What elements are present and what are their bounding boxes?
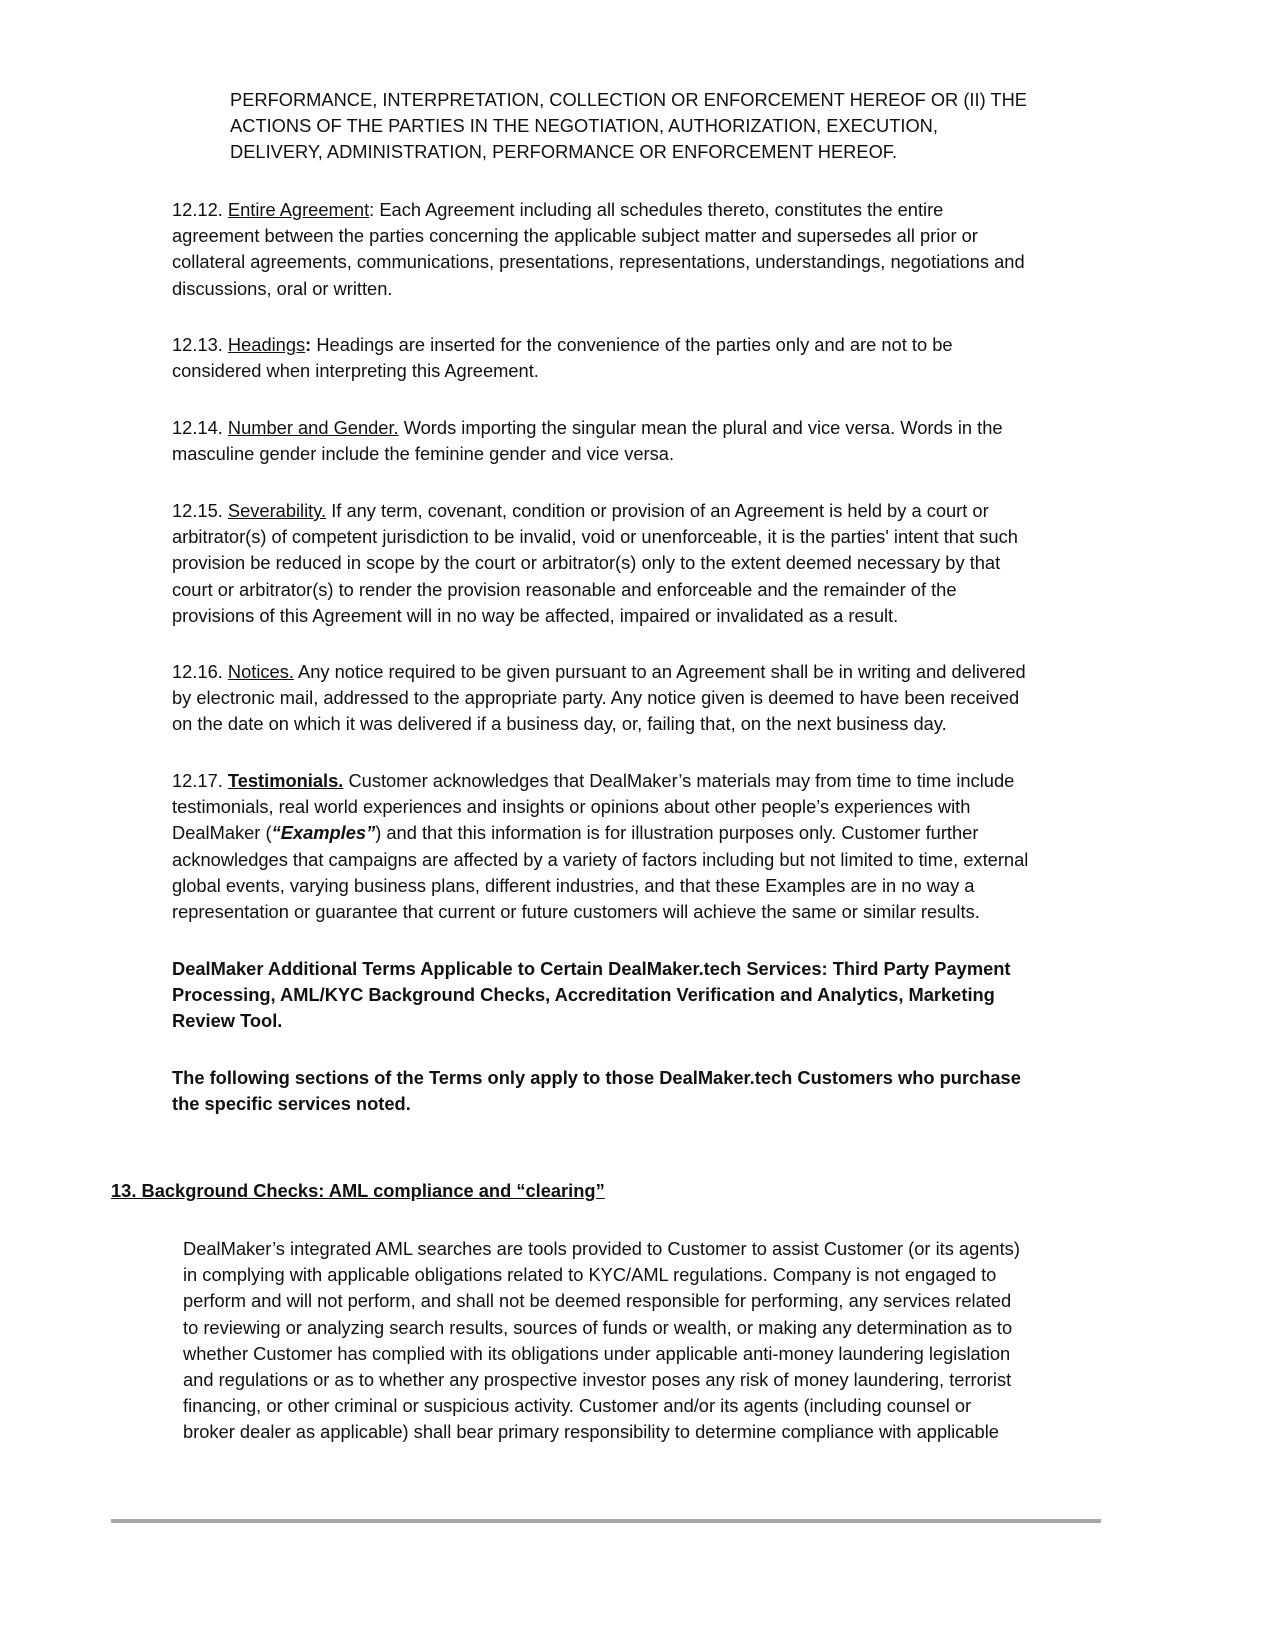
text-line: perform and will not perform, and shall not be deemed responsible for performing, any services related: [183, 1290, 1012, 1312]
text-line: The following sections of the Terms only apply to those DealMaker.tech Customers who purchase: [172, 1067, 1021, 1088]
text-line: testimonials, real world experiences and insights or opinions about other people’s experiences with: [172, 796, 971, 818]
text-line: in complying with applicable obligations related to KYC/AML regulations. Company is not engaged to: [183, 1264, 997, 1286]
text-line: masculine gender include the feminine gender and vice versa.: [172, 443, 675, 465]
section-heading: Headings: [227, 334, 306, 355]
section-12-15: [172, 498, 1018, 629]
text-line: Processing, AML/KYC Background Checks, Accreditation Verification and Analytics, Marketing: [172, 984, 995, 1006]
text-line: : Each Agreement including all schedules thereto, constitutes the entire: [369, 199, 944, 220]
text-line: acknowledges that campaigns are affected by a variety of factors including but not limited to time, external: [172, 848, 1029, 870]
text-line: provisions of this Agreement will in no way be affected, impaired or invalidated as a result.: [172, 604, 899, 626]
section-12-16: [172, 659, 1026, 738]
text-line: to reviewing or analyzing search results, sources of funds or wealth, or making any determination as to: [183, 1316, 1013, 1338]
text-line: Review Tool.: [172, 1010, 283, 1032]
footer-divider: [111, 1519, 1101, 1523]
section-number: 12.12.: [172, 199, 228, 220]
text-line: whether Customer has complied with its obligations under applicable anti-money laundering legislation: [183, 1342, 1011, 1364]
text-fragment: DealMaker (: [172, 822, 272, 844]
section-12-13: [172, 332, 953, 384]
section-number: 12.15.: [172, 500, 228, 521]
section-number: 12.17.: [172, 770, 228, 791]
text-line: Any notice required to be given pursuant to an Agreement shall be in writing and delivered: [293, 661, 1026, 682]
text-line: provision be reduced in scope by the court or arbitrator(s) only to the extent deemed necessary by that: [172, 552, 1001, 574]
text-line: agreement between the parties concerning the applicable subject matter and supersedes all prior or: [172, 225, 978, 247]
text-line: arbitrator(s) of competent jurisdiction to be invalid, void or unenforceable, it is the parties' intent that such: [172, 526, 1018, 548]
text-line: DealMaker Additional Terms Applicable to Certain DealMaker.tech Services: Third Party Payment: [172, 958, 1011, 979]
section-13-heading: [111, 1178, 605, 1204]
text-line: court or arbitrator(s) to render the provision reasonable and enforceable and the remainder of the: [172, 578, 957, 600]
section-heading: Notices.: [227, 661, 294, 682]
text-line: global events, varying business plans, different industries, and that these Examples are in no way a: [172, 874, 975, 896]
section-heading: Testimonials.: [227, 770, 344, 791]
text-fragment: ) and that this information is for illustration purposes only. Customer further: [375, 822, 979, 844]
section-12-14: [172, 415, 1003, 467]
text-line: If any term, covenant, condition or provision of an Agreement is held by a court or: [326, 500, 989, 521]
text-line: Headings are inserted for the convenience of the parties only and are not to be: [311, 334, 953, 355]
text-line: Words importing the singular mean the plural and vice versa. Words in the: [398, 417, 1003, 438]
text-line: the specific services noted.: [172, 1093, 411, 1115]
text-line: financing, or other criminal or suspicious activity. Customer and/or its agents (including counsel or: [183, 1395, 972, 1417]
section-number: 12.13.: [172, 334, 228, 355]
text-line: and regulations or as to whether any prospective investor poses any risk of money laundering, terrorist: [183, 1369, 1012, 1391]
continuation-paragraph: [230, 87, 1027, 166]
defined-term-examples: “Examples”: [271, 822, 376, 844]
additional-terms-heading: [172, 956, 1011, 1035]
text-line: Customer acknowledges that DealMaker’s materials may from time to time include: [343, 770, 1015, 791]
text-line: considered when interpreting this Agreement.: [172, 360, 539, 382]
section-heading: Number and Gender.: [227, 417, 399, 438]
section-12-12: [172, 197, 1025, 302]
text-line: collateral agreements, communications, presentations, representations, understandings, negotiations and: [172, 251, 1025, 273]
text-line: PERFORMANCE, INTERPRETATION, COLLECTION OR ENFORCEMENT HEREOF OR (II) THE: [230, 89, 1027, 110]
applicability-note: [172, 1065, 1021, 1117]
text-line: DELIVERY, ADMINISTRATION, PERFORMANCE OR ENFORCEMENT HEREOF.: [230, 141, 898, 163]
section-number: 12.16.: [172, 661, 228, 682]
heading-colon: :: [305, 334, 312, 355]
section-heading: Entire Agreement: [227, 199, 370, 220]
text-line: by electronic mail, addressed to the appropriate party. Any notice given is deemed to have been received: [172, 687, 1020, 709]
section-heading: Severability.: [227, 500, 327, 521]
text-line: on the date on which it was delivered if a business day, or, failing that, on the next business day.: [172, 713, 947, 735]
section-13-body: [183, 1236, 1020, 1446]
section-12-17: [172, 768, 1028, 925]
section-number: 12.14.: [172, 417, 228, 438]
text-line: DealMaker’s integrated AML searches are tools provided to Customer to assist Customer (or its agents): [183, 1238, 1020, 1259]
text-line: discussions, oral or written.: [172, 277, 393, 299]
section-heading: 13. Background Checks: AML compliance and “clearing”: [111, 1180, 605, 1201]
text-line: ACTIONS OF THE PARTIES IN THE NEGOTIATION, AUTHORIZATION, EXECUTION,: [230, 115, 938, 137]
text-line: representation or guarantee that current or future customers will achieve the same or similar results.: [172, 901, 980, 923]
text-line: broker dealer as applicable) shall bear primary responsibility to determine compliance with applicable: [183, 1421, 999, 1443]
